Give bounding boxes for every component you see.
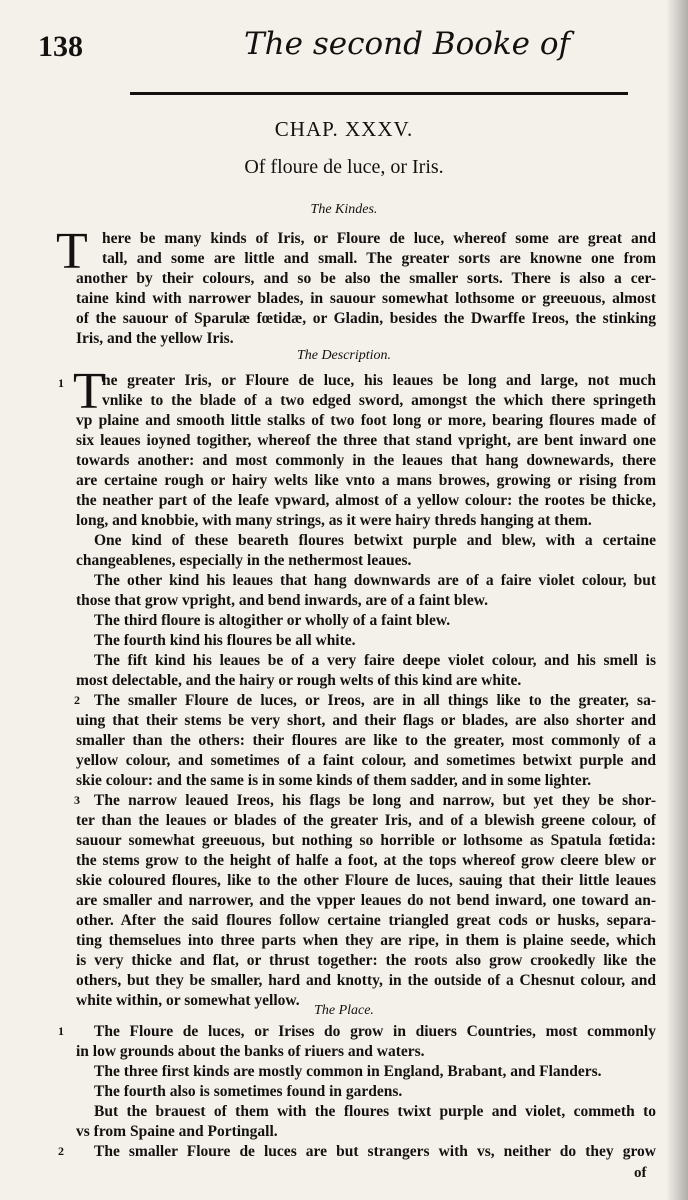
text-line: he greater Iris, or Floure de luce, his leaues be long and large, not much (102, 372, 656, 389)
paragraph-number: 1 (58, 1024, 64, 1038)
chapter-subject: Of floure de luce, or Iris. (244, 156, 444, 178)
section-heading-description: The Description. (296, 348, 392, 363)
text-line: The fourth kind his floures be all white. (94, 632, 356, 649)
text-line: Iris, and the yellow Iris. (76, 330, 234, 347)
paragraph-number: 3 (74, 793, 80, 807)
catchword: of (634, 1165, 647, 1181)
text-line: vs from Spaine and Portingall. (76, 1123, 278, 1140)
text-line: The narrow leaued Ireos, his flags be long and narrow, but yet they be shor- (94, 792, 656, 809)
text-line: is very thicke and flat, or thrust together: the roots also grow crookedly like the (76, 952, 656, 969)
text-line: The other kind his leaues that hang downwards are of a faire violet colour, but (94, 572, 656, 589)
running-title: The second Booke of (244, 26, 571, 62)
paragraph-number: 2 (58, 1144, 64, 1158)
text-line: But the brauest of them with the floures twixt purple and violet, commeth to (94, 1103, 656, 1120)
text-line: One kind of these beareth floures betwixt purple and blew, with a certaine (94, 532, 656, 549)
text-line: The third floure is altogither or wholly of a faint blew. (94, 612, 451, 629)
page-number: 138 (38, 30, 83, 63)
text-line: smaller than the others: their floures are like to the greater, most commonly of a (76, 732, 656, 749)
text-line: vp plaine and smooth little stalks of two foot long or more, bearing floures made of (76, 412, 656, 429)
text-line: most delectable, and the hairy or rough welts of this kind are white. (76, 672, 522, 689)
text-line: long, and knobbie, with many strings, as it were hairy threds hanging at them. (76, 512, 592, 529)
text-line: The smaller Floure de luces, or Ireos, are in all things like to the greater, sa- (94, 692, 656, 709)
text-line: uing that their stems be very short, and their flags or blades, are also shorter and (76, 712, 656, 729)
text-line: another by their colours, and so be also the smaller sorts. There is also a cer- (76, 270, 656, 287)
paragraph-number: 1 (58, 376, 64, 390)
text-line: towards another: and most commonly in the leaues that hang downewards, there (76, 452, 656, 469)
text-line: changeablenes, especially in the nethermost leaues. (76, 552, 412, 569)
paragraph-number: 2 (74, 693, 80, 707)
text-line: vnlike to the blade of a two edged sword, amongst the which there springeth (102, 392, 656, 409)
text-line: ting themselues into three parts when they are ripe, in them is plaine seede, which (76, 932, 656, 949)
text-line: here be many kinds of Iris, or Floure de luce, whereof some are great and (102, 230, 656, 247)
text-line: sauour somewhat greeuous, but nothing so horrible or lothsome as Spatula fœtida: (76, 832, 656, 849)
section-heading-place: The Place. (314, 1003, 374, 1018)
text-line: The Floure de luces, or Irises do grow in diuers Countries, most commonly (94, 1023, 656, 1040)
text-line: the neather part of the leafe vpward, almost of a yellow colour: the rootes be thicke, (76, 492, 656, 509)
text-line: others, but they be smaller, hard and knotty, in the outside of a Chesnut colour, and (76, 972, 656, 989)
header-rule (130, 92, 628, 95)
text-line: are certaine rough or hairy welts like vnto a mans browes, growing or rising from (76, 472, 656, 489)
page-edge-shadow (666, 0, 688, 1200)
text-line: tall, and some are little and small. The greater sorts are knowne one from (102, 250, 656, 267)
text-line: The fourth also is sometimes found in gardens. (94, 1083, 403, 1100)
text-line: The three first kinds are mostly common in England, Brabant, and Flanders. (94, 1063, 602, 1080)
text-line: are smaller and narrower, and the vpper leaues do not bend inward, one toward an- (76, 892, 656, 909)
text-line: those that grow vpright, and bend inwards, are of a faint blew. (76, 592, 488, 609)
drop-cap-kindes: T (56, 223, 88, 280)
text-line: six leaues ioyned togither, whereof the three that stand vpright, are bent inward one (76, 432, 656, 449)
text-line: skie colour: and the same is in some kinds of them sadder, and in some lighter. (76, 772, 592, 789)
text-line: yellow colour, and sometimes of a faint colour, and sometimes betwixt purple and (76, 752, 656, 769)
text-line: The smaller Floure de luces are but strangers with vs, neither do they grow (94, 1143, 656, 1160)
section-heading-kindes: The Kindes. (310, 202, 378, 217)
drop-cap-description: T (73, 363, 105, 420)
text-line: of the sauour of Sparulæ fœtidæ, or Gladin, besides the Dwarffe Ireos, the stinking (76, 310, 656, 327)
text-line: in low grounds about the banks of riuers and waters. (76, 1043, 425, 1060)
chapter-heading: CHAP. XXXV. (274, 117, 414, 141)
text-line: white within, or somewhat yellow. (76, 992, 300, 1009)
text-line: other. After the said floures follow certaine triangled great cods or husks, separa- (76, 912, 656, 929)
text-line: the stems grow to the height of halfe a foot, at the tops whereof grow cleere blew or (76, 852, 656, 869)
text-line: ter than the leaues or blades of the greater Iris, and of a blewish greene colour, of (76, 812, 656, 829)
text-line: The fift kind his leaues be of a very faire deepe violet colour, and his smell is (94, 652, 656, 669)
text-line: taine kind with narrower blades, in sauour somewhat lothsome or greeuous, almost (76, 290, 656, 307)
text-line: skie coloured floures, like to the other Floure de luces, sauing that their little leaues (76, 872, 656, 889)
